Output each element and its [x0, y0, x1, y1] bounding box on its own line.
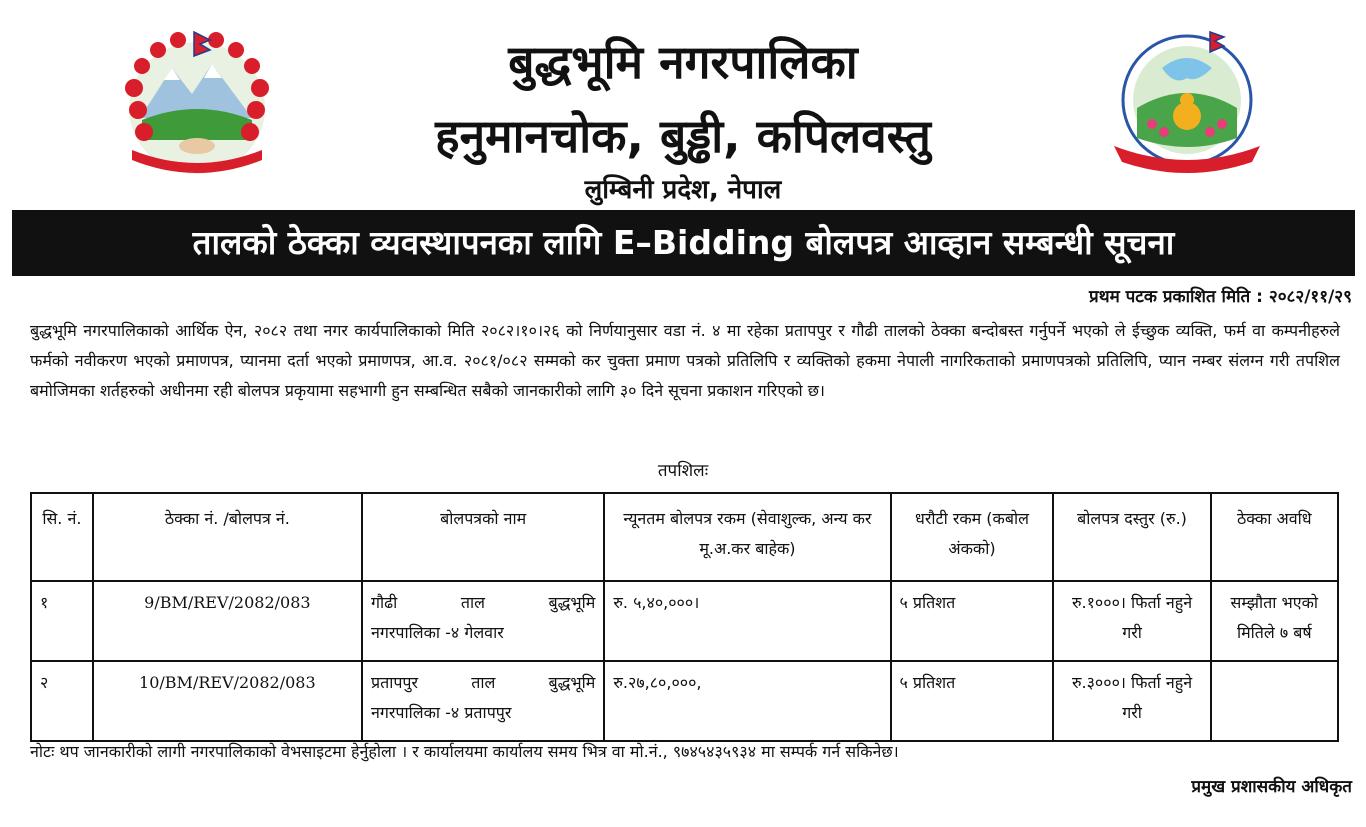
signature-title: प्रमुख प्रशासकीय अधिकृत [1191, 777, 1352, 797]
header-contract-no: ठेक्का नं. /बोलपत्र नं. [93, 493, 362, 581]
first-published-date: प्रथम पटक प्रकाशित मिति : २०८२/११/२९ [1089, 287, 1352, 307]
header-period: ठेक्का अवधि [1211, 493, 1338, 581]
row-name-line2: नगरपालिका -४ गेलवार [370, 623, 504, 642]
row-period [1211, 661, 1338, 741]
footer-note: नोटः थप जानकारीको लागी नगरपालिकाको वेभसाइटमा हेर्नुहोला । र कार्यालयमा कार्यालय समय भित्र वा मो.नं., ९७४५४३५९३४ मा सम्पर्क गर्न सकिनेछ। [30, 742, 899, 761]
row-contract-no: 10/BM/REV/2082/083 [93, 661, 362, 741]
header-deposit: धरौटी रकम (कबोल अंकको) [891, 493, 1054, 581]
row-name [362, 581, 604, 661]
row-contract-no: 9/BM/REV/2082/083 [93, 581, 362, 661]
row-name-line1: प्रतापपुर ताल बुद्धभूमि [370, 673, 596, 692]
org-province: लुम्बिनी प्रदेश, नेपाल [584, 175, 782, 205]
table-header-row [31, 493, 1338, 581]
table-row [31, 661, 1338, 741]
header-min-amount: न्यूनतम बोलपत्र रकम (सेवाशुल्क, अन्य कर मू.अ.कर बाहेक) [604, 493, 890, 581]
row-min-amount: रु.२७,८०,०००, [604, 661, 890, 741]
row-fee: रु.१०००। फिर्ता नहुने गरी [1053, 581, 1210, 661]
row-sn: १ [31, 581, 93, 661]
row-name [362, 661, 604, 741]
row-sn: २ [31, 661, 93, 741]
row-name-line1: गौढी ताल बुद्धभूमि [370, 593, 596, 612]
row-deposit: ५ प्रतिशत [891, 661, 1054, 741]
notice-title: तालको ठेक्का व्यवस्थापनका लागि E–Bidding बोलपत्र आव्हान सम्बन्धी सूचना [12, 210, 1355, 276]
header-fee: बोलपत्र दस्तुर (रु.) [1053, 493, 1210, 581]
row-min-amount: रु. ५,४०,०००। [604, 581, 890, 661]
schedule-heading: तपशिलः [657, 461, 709, 481]
org-name: बुद्धभूमि नगरपालिका [508, 35, 858, 89]
bid-table [30, 492, 1339, 742]
table-row [31, 581, 1338, 661]
header-name: बोलपत्रको नाम [362, 493, 604, 581]
notice-body: बुद्धभूमि नगरपालिकाको आर्थिक ऐन, २०८२ तथा नगर कार्यपालिकाको मिति २०८२।१०।२६ को निर्णयानुसार वडा नं. ४ मा रहेका प्रतापपुर र गौढी तालको ठेक्का बन्दोबस्त गर्नुपर्ने भएको ले ईच्छुक व्यक्ति, फर्म वा कम्पनीहरुले फर्मको नवीकरण भएको प्रमाणपत्र, प्यानमा दर्ता भएको प्रमाणपत्र, आ.व. २०८१/०८२ सम्मको कर चुक्ता प्रमाण पत्रको प्रतिलिपि र व्यक्तिको हकमा नेपाली नागरिकताको प्रमाणपत्रको प्रतिलिपि, प्यान नम्बर संलग्न गरी तपशिल बमोजिमका शर्तहरुको अधीनमा रही बोलपत्र प्रकृयामा सहभागी हुन सम्बन्धित सबैको जानकारीको लागि ३० दिने सूचना प्रकाशन गरिएको छ। [30, 321, 1340, 400]
header-sn: सि. नं. [31, 493, 93, 581]
row-period: सम्झौता भएको मितिले ७ बर्ष [1211, 581, 1338, 661]
row-fee: रु.३०००। फिर्ता नहुने गरी [1053, 661, 1210, 741]
municipality-logo-icon [1102, 28, 1272, 178]
org-address: हनुमानचोक, बुड्ढी, कपिलवस्तु [435, 109, 931, 163]
row-name-line2: नगरपालिका -४ प्रतापपुर [370, 703, 512, 722]
row-deposit: ५ प्रतिशत [891, 581, 1054, 661]
